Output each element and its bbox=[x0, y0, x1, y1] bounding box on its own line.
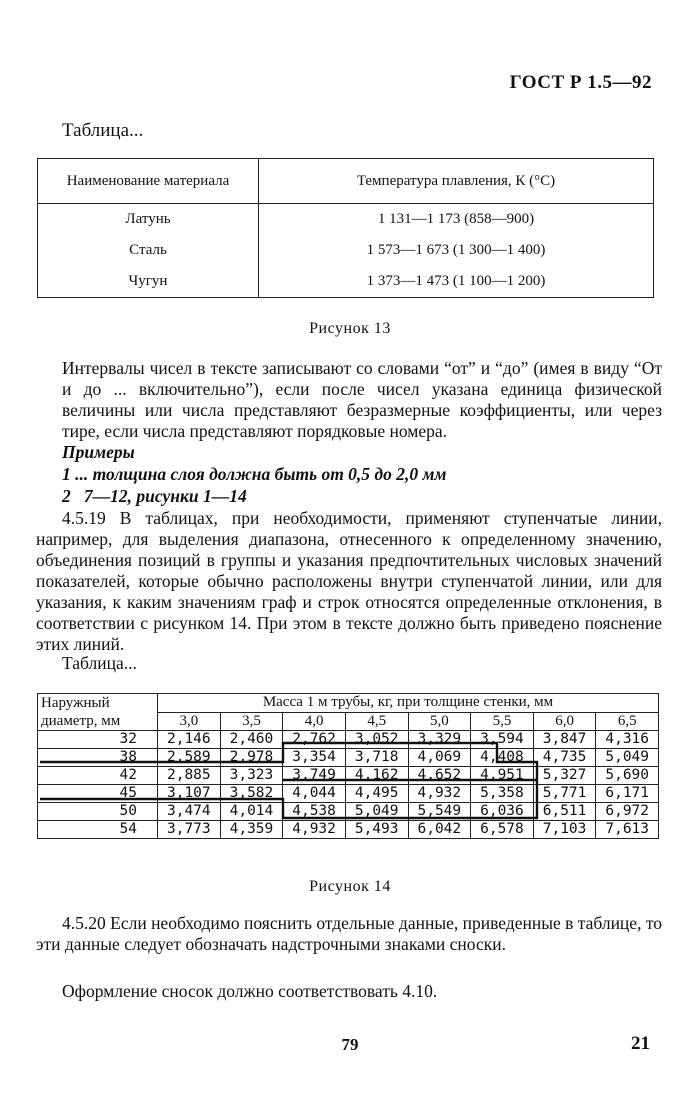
mass-cell: 5,493 bbox=[345, 821, 408, 839]
table1-header-material: Наименование материала bbox=[38, 159, 259, 204]
mass-cell: 4,735 bbox=[533, 749, 596, 767]
mass-cell: 3,847 bbox=[533, 731, 596, 749]
mass-cell: 6,578 bbox=[471, 821, 534, 839]
thickness-header: 6,0 bbox=[533, 712, 596, 731]
mass-cell: 5,549 bbox=[408, 803, 471, 821]
mass-cell: 3,773 bbox=[158, 821, 221, 839]
mass-cell: 7,103 bbox=[533, 821, 596, 839]
diameter-cell: 38 bbox=[38, 749, 158, 767]
mass-cell: 4,495 bbox=[345, 785, 408, 803]
mass-cell: 7,613 bbox=[596, 821, 659, 839]
mass-cell: 6,972 bbox=[596, 803, 659, 821]
mass-cell: 2,885 bbox=[158, 767, 221, 785]
table2-header-mass: Масса 1 м трубы, кг, при толщине стенки, мм bbox=[158, 694, 659, 713]
mass-cell: 4,162 bbox=[345, 767, 408, 785]
diameter-cell: 32 bbox=[38, 731, 158, 749]
page-number-right: 21 bbox=[631, 1033, 650, 1054]
thickness-header: 4,5 bbox=[345, 712, 408, 731]
table2-header-diameter: Наружный диаметр, мм bbox=[38, 694, 158, 731]
paragraph-intervals: Интервалы чисел в тексте записывают со словами “от” и “до” (имея в виду “От и до ... включительно”), если после чисел указана единица физической величины или числа представляют безразмерные коэффициенты, или через тире, если числа представляют порядковые номера. bbox=[62, 358, 662, 441]
mass-cell: 3,323 bbox=[220, 767, 283, 785]
diameter-cell: 42 bbox=[38, 767, 158, 785]
mass-cell: 5,049 bbox=[596, 749, 659, 767]
mass-cell: 4,932 bbox=[283, 821, 346, 839]
mass-cell: 5,690 bbox=[596, 767, 659, 785]
diameter-cell: 54 bbox=[38, 821, 158, 839]
temperature-cell: 1 131—1 173 (858—900) bbox=[259, 204, 654, 236]
mass-cell: 4,359 bbox=[220, 821, 283, 839]
mass-cell: 3,582 bbox=[220, 785, 283, 803]
mass-cell: 3,354 bbox=[283, 749, 346, 767]
mass-cell: 3,474 bbox=[158, 803, 221, 821]
mass-cell: 2,589 bbox=[158, 749, 221, 767]
mass-cell: 3,749 bbox=[283, 767, 346, 785]
thickness-header: 3,0 bbox=[158, 712, 221, 731]
mass-cell: 3,594 bbox=[471, 731, 534, 749]
temperature-cell: 1 573—1 673 (1 300—1 400) bbox=[259, 235, 654, 266]
mass-cell: 3,329 bbox=[408, 731, 471, 749]
table2-caption: Таблица... bbox=[62, 653, 137, 673]
thickness-header: 4,0 bbox=[283, 712, 346, 731]
mass-cell: 3,052 bbox=[345, 731, 408, 749]
mass-cell: 4,652 bbox=[408, 767, 471, 785]
mass-cell: 2,762 bbox=[283, 731, 346, 749]
mass-cell: 6,036 bbox=[471, 803, 534, 821]
mass-cell: 5,327 bbox=[533, 767, 596, 785]
table1-header-temperature: Температура плавления, К (°С) bbox=[259, 159, 654, 204]
mass-cell: 4,538 bbox=[283, 803, 346, 821]
paragraph-4-5-19: 4.5.19 В таблицах, при необходимости, применяют ступенчатые линии, например, для выделения диапазона, отнесенного к определенному значению, объединения позиций в группы и указания предпочтительных числовых значений показателей, которые обычно расположены внутри ступенчатой линии, или для указания, к каким значениям граф и строк относятся определенные отклонения, в соответствии с рисунком 14. При этом в тексте должно быть приведено пояснение этих линий. bbox=[36, 508, 662, 654]
figure-13-caption: Рисунок 13 bbox=[309, 320, 391, 337]
mass-cell: 5,049 bbox=[345, 803, 408, 821]
diameter-cell: 50 bbox=[38, 803, 158, 821]
material-cell: Чугун bbox=[38, 266, 259, 298]
paragraph-4-5-20: 4.5.20 Если необходимо пояснить отдельные данные, приведенные в таблице, то эти данные следует обозначать надстрочными знаками сноски. bbox=[36, 913, 662, 954]
mass-cell: 2,978 bbox=[220, 749, 283, 767]
mass-cell: 4,408 bbox=[471, 749, 534, 767]
mass-cell: 6,511 bbox=[533, 803, 596, 821]
mass-cell: 4,316 bbox=[596, 731, 659, 749]
material-cell: Латунь bbox=[38, 204, 259, 236]
thickness-header: 6,5 bbox=[596, 712, 659, 731]
diameter-cell: 45 bbox=[38, 785, 158, 803]
example-1: 1 ... толщина слоя должна быть от 0,5 до 2,0 мм bbox=[62, 464, 447, 484]
temperature-cell: 1 373—1 473 (1 100—1 200) bbox=[259, 266, 654, 298]
thickness-header: 5,5 bbox=[471, 712, 534, 731]
page-number-center: 79 bbox=[341, 1035, 359, 1054]
mass-cell: 5,358 bbox=[471, 785, 534, 803]
mass-cell: 4,014 bbox=[220, 803, 283, 821]
mass-cell: 2,460 bbox=[220, 731, 283, 749]
mass-cell: 3,718 bbox=[345, 749, 408, 767]
figure-14-caption: Рисунок 14 bbox=[309, 878, 391, 895]
table1-caption: Таблица... bbox=[62, 120, 144, 141]
mass-cell: 6,171 bbox=[596, 785, 659, 803]
document-code: ГОСТ Р 1.5—92 bbox=[509, 72, 652, 93]
paragraph-footnotes: Оформление сносок должно соответствовать 4.10. bbox=[62, 981, 438, 1001]
mass-cell: 4,044 bbox=[283, 785, 346, 803]
mass-cell: 4,932 bbox=[408, 785, 471, 803]
mass-cell: 6,042 bbox=[408, 821, 471, 839]
mass-cell: 3,107 bbox=[158, 785, 221, 803]
thickness-header: 3,5 bbox=[220, 712, 283, 731]
mass-cell: 4,951 bbox=[471, 767, 534, 785]
mass-cell: 4,069 bbox=[408, 749, 471, 767]
thickness-header: 5,0 bbox=[408, 712, 471, 731]
mass-cell: 5,771 bbox=[533, 785, 596, 803]
examples-heading: Примеры bbox=[62, 442, 135, 462]
mass-cell: 2,146 bbox=[158, 731, 221, 749]
material-cell: Сталь bbox=[38, 235, 259, 266]
example-2: 2 7—12, рисунки 1—14 bbox=[62, 486, 247, 506]
